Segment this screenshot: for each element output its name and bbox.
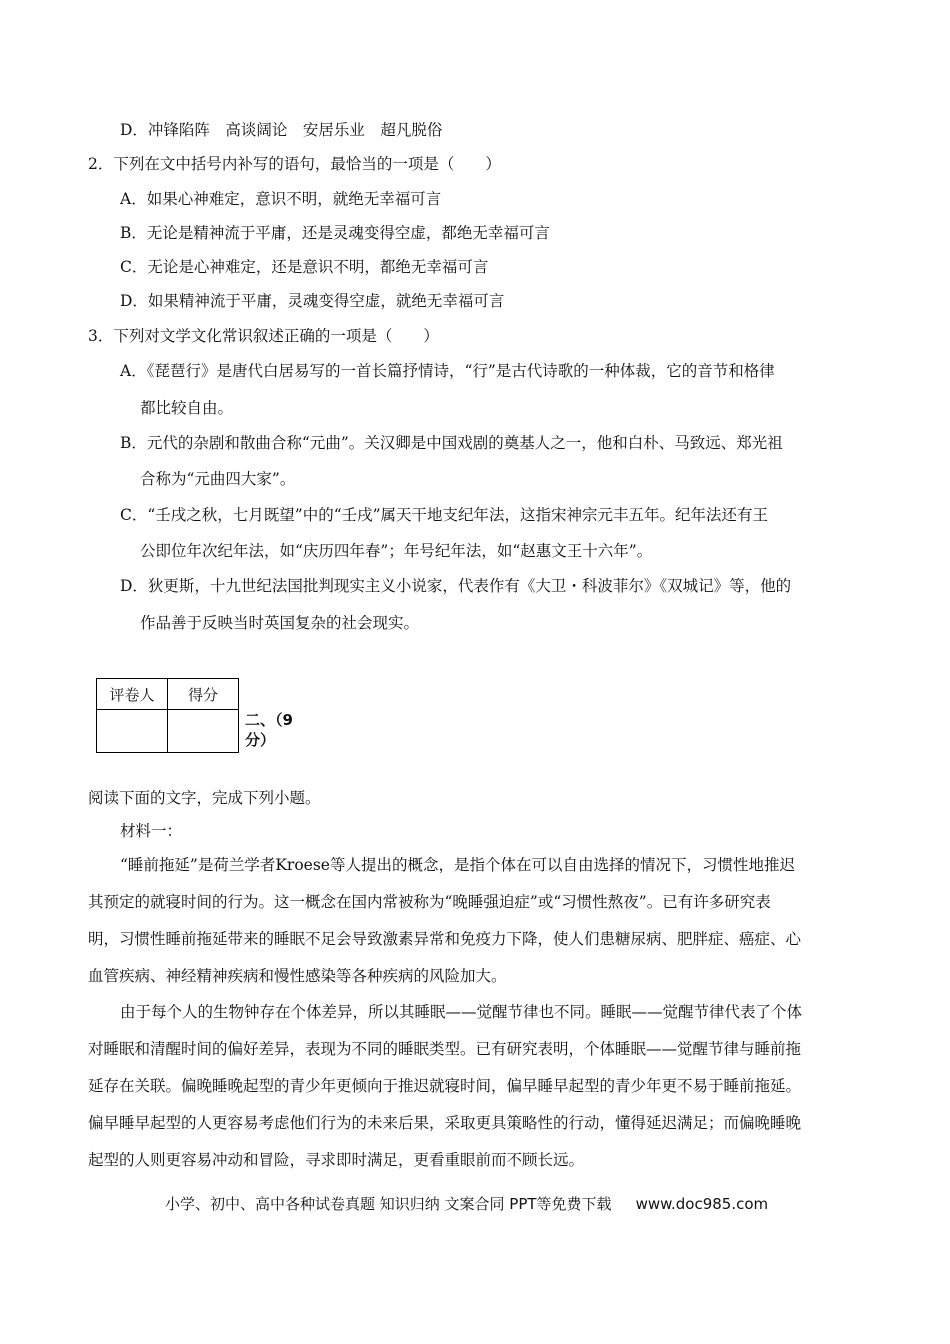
material-label: 材料一： <box>120 822 183 840</box>
score-box <box>96 678 239 753</box>
section-title-line2: 分） <box>245 731 276 749</box>
q2-option-b: B．无论是精神流于平庸，还是灵魂变得空虚，都绝无幸福可言 <box>120 224 550 242</box>
q2-option-c: C．无论是心神难定，还是意识不明，都绝无幸福可言 <box>120 258 489 276</box>
footer-site-link[interactable]: www.doc985.com <box>635 1195 769 1213</box>
reviewer-header: 评卷人 <box>97 679 168 710</box>
p1-line4: 血管疾病、神经精神疾病和慢性感染等各种疾病的风险加大。 <box>88 967 507 985</box>
page-footer <box>165 1193 768 1214</box>
q3-option-a-line1: A．《琵琶行》是唐代白居易写的一首长篇抒情诗，“行”是古代诗歌的一种体裁，它的音节和格律 <box>120 362 775 380</box>
section-title-line1: 二、（9 <box>245 711 293 729</box>
score-cell[interactable] <box>168 710 239 753</box>
q1-option-d: D．冲锋陷阵 高谈阔论 安居乐业 超凡脱俗 <box>120 121 443 139</box>
section-title <box>245 710 293 750</box>
q3-option-c-line2: 公即位年次纪年法，如“庆历四年春”；年号纪年法，如“赵惠文王十六年”。 <box>140 542 653 560</box>
p1-line1: “睡前拖延”是荷兰学者Kroese等人提出的概念，是指个体在可以自由选择的情况下，习惯性地推迟 <box>120 856 795 874</box>
q2-stem: 2．下列在文中括号内补写的语句，最恰当的一项是（ ） <box>88 155 501 173</box>
reading-instruction: 阅读下面的文字，完成下列小题。 <box>88 789 321 807</box>
q3-option-b-line2: 合称为“元曲四大家”。 <box>140 470 296 488</box>
q3-option-a-line2: 都比较自由。 <box>140 399 234 417</box>
q2-option-d: D．如果精神流于平庸，灵魂变得空虚，就绝无幸福可言 <box>120 292 505 310</box>
q3-option-b-line1: B．元代的杂剧和散曲合称“元曲”。关汉卿是中国戏剧的奠基人之一，他和白朴、马致远、郑光祖 <box>120 434 783 452</box>
q2-option-a: A．如果心神难定，意识不明，就绝无幸福可言 <box>120 190 442 208</box>
p2-line3: 延存在关联。偏晚睡晚起型的青少年更倾向于推迟就寝时间，偏早睡早起型的青少年更不易于睡前拖延。 <box>88 1077 802 1095</box>
p2-line2: 对睡眠和清醒时间的偏好差异，表现为不同的睡眠类型。已有研究表明，个体睡眠——觉醒节律与睡前拖 <box>88 1040 802 1058</box>
footer-text: 小学、初中、高中各种试卷真题 知识归纳 文案合同 PPT等免费下载 <box>165 1195 612 1213</box>
p1-line3: 明，习惯性睡前拖延带来的睡眠不足会导致激素异常和免疫力下降，使人们患糖尿病、肥胖症、癌症、心 <box>88 930 802 948</box>
q3-stem: 3．下列对文学文化常识叙述正确的一项是（ ） <box>88 327 439 345</box>
p1-line2: 其预定的就寝时间的行为。这一概念在国内常被称为“晚睡强迫症”或“习惯性熬夜”。已有许多研究表 <box>88 893 771 911</box>
q3-option-c-line1: C．“壬戌之秋，七月既望”中的“壬戌”属天干地支纪年法，这指宋神宗元丰五年。纪年法还有王 <box>120 506 769 524</box>
q3-option-d-line2: 作品善于反映当时英国复杂的社会现实。 <box>140 614 420 632</box>
q3-option-d-line1: D．狄更斯，十九世纪法国批判现实主义小说家，代表作有《大卫・科波菲尔》《双城记》等，他的 <box>120 577 792 595</box>
p2-line4: 偏早睡早起型的人更容易考虑他们行为的未来后果，采取更具策略性的行动，懂得延迟满足；而偏晚睡晚 <box>88 1114 802 1132</box>
p2-line5: 起型的人则更容易冲动和冒险，寻求即时满足，更看重眼前而不顾长远。 <box>88 1151 585 1169</box>
score-header: 得分 <box>168 679 239 710</box>
reviewer-cell[interactable] <box>97 710 168 753</box>
p2-line1: 由于每个人的生物钟存在个体差异，所以其睡眠——觉醒节律也不同。睡眠——觉醒节律代表了个体 <box>120 1003 803 1021</box>
